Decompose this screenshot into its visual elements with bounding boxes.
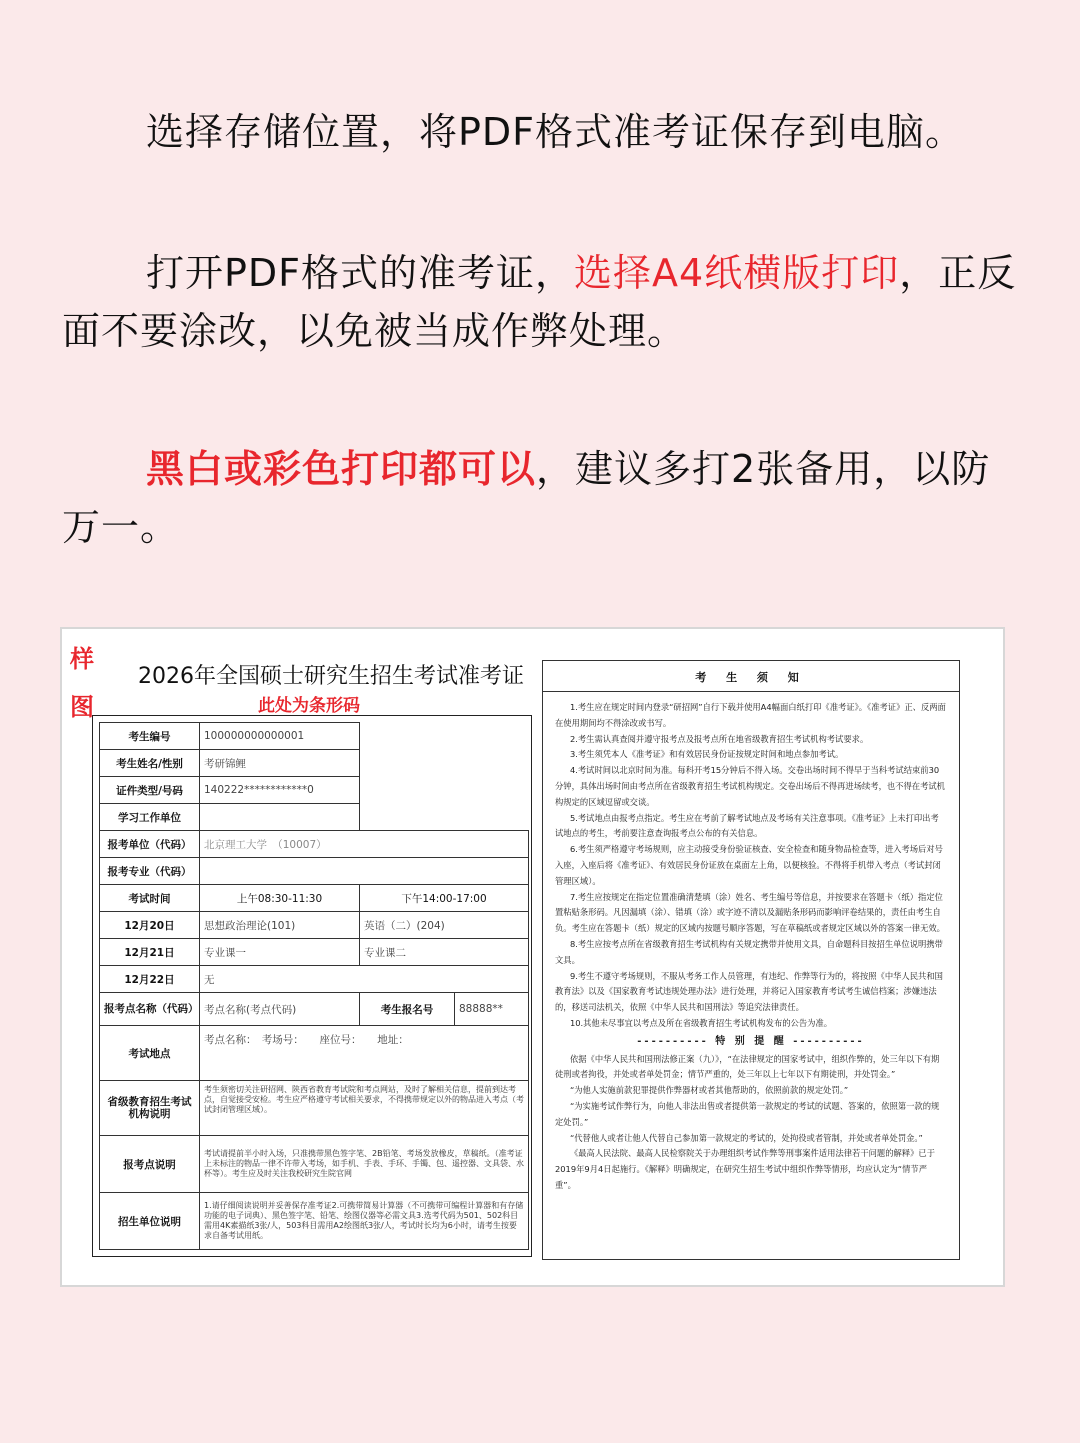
notice-item: 5.考试地点由报考点指定。考生应在考前了解考试地点及考场有关注意事项。《准考证》上未打印出考试地点的考生，考前要注意查询报考点公布的有关信息。 — [555, 812, 939, 839]
id-label: 证件类型/号码 — [100, 777, 200, 804]
p2-highlight: 选择A4纸横版打印 — [574, 251, 900, 295]
notice-item: 10.其他未尽事宜以考点及所在省级教育招生考试机构发布的公告为准。 — [569, 1017, 833, 1028]
day2-label: 12月21日 — [100, 939, 200, 966]
notice-title: 考 生 须 知 — [543, 661, 959, 692]
table-row — [100, 831, 529, 858]
site-name-label: 报考点名称（代码） — [100, 993, 200, 1026]
table-row — [100, 1193, 529, 1250]
ticket-title: 2026年全国硕士研究生招生考试准考证 — [138, 664, 524, 689]
day1-label: 12月20日 — [100, 912, 200, 939]
exam-no-label: 考生编号 — [100, 723, 200, 750]
notice-item: 9.考生不遵守考场规则，不服从考务工作人员管理，有违纪、作弊等行为的，将按照《中华人民共和国教育法》以及《国家教育考试违规处理办法》进行处理，并将记入国家教育考试考生诚信档案；涉嫌违法的，移送司法机关，依照《中华人民共和国刑法》等追究法律责任。 — [555, 970, 943, 1013]
notice-item: 6.考生须严格遵守考场规则，应主动接受身份验证核查、安全检查和随身物品检查等，进入考场后对号入座，入座后将《准考证》、有效居民身份证放在桌面左上角，以便核验。不得将手机带入考点（考试封闭管理区域）。 — [555, 844, 943, 886]
major-label: 报考专业（代码） — [100, 858, 200, 885]
reg-no-value: 88888** — [455, 993, 529, 1026]
day2-am: 专业课一 — [200, 939, 360, 966]
day3-label: 12月22日 — [100, 966, 200, 993]
am-session: 上午08:30-11:30 — [200, 885, 360, 912]
table-row — [100, 939, 529, 966]
exam-no-value: 100000000000001 — [200, 723, 360, 750]
recruit-value: 1.请仔细阅读说明并妥善保存准考证2.可携带简易计算器（不可携带可编程计算器和有存储功能的电子词典）、黑色签字笔、铅笔、绘图仪器等必需文具3.选考代码为501、502科目需用4K素描纸3张/人，503科目需用A2绘图纸3张/人，考试时长均为6小时，请考生按要求自备考试用纸。 — [200, 1193, 529, 1250]
day3-am: 无 — [200, 966, 529, 993]
reg-no-label: 考生报名号 — [360, 993, 455, 1026]
candidate-notice — [542, 660, 960, 1260]
major-value — [200, 858, 529, 885]
prov-value: 考生须密切关注研招网、陕西省教育考试院和考点网站，及时了解相关信息，提前到达考点，自觉接受安检。考生应严格遵守考试相关要求，不得携带规定以外的物品进入考点（考试封闭管理区域）。 — [200, 1081, 529, 1136]
table-row — [100, 912, 529, 939]
unit-value: 北京理工大学 （10007） — [200, 831, 529, 858]
place-label: 考试地点 — [100, 1026, 200, 1081]
reminder-item: 依据《中华人民共和国刑法修正案（九）》，“在法律规定的国家考试中，组织作弊的，处三年以下有期徒刑或者拘役，并处或者单处罚金；情节严重的，处三年以上七年以下有期徒刑，并处罚金。” — [555, 1053, 940, 1080]
table-row — [100, 1136, 529, 1193]
p3-highlight: 黑白或彩色打印都可以 — [146, 447, 537, 491]
prov-label: 省级教育招生考试机构说明 — [100, 1081, 200, 1136]
p3-text-b: ，建议多打2张备用，以防万一。 — [62, 447, 991, 549]
notice-item: 8.考生应按考点所在省级教育招生考试机构有关规定携带并使用文具，自命题科目按招生单位说明携带文具。 — [555, 938, 943, 965]
notice-item: 7.考生应按规定在指定位置准确清楚填（涂）姓名、考生编号等信息，并按要求在答题卡（纸）指定位置粘贴条形码。凡因漏填（涂）、错填（涂）或字迹不清以及漏贴条形码而影响评卷结果的，责任由考生自负。考生应在答题卡（纸）规定的区域内按题号顺序答题，写在草稿纸或者规定区域以外的答案一律无效。 — [555, 891, 945, 934]
pm-session: 下午14:00-17:00 — [360, 885, 529, 912]
p2-text-a: 打开PDF格式的准考证， — [146, 251, 575, 295]
unit-label: 报考单位（代码） — [100, 831, 200, 858]
site-value: 考试请提前半小时入场，只准携带黑色签字笔、2B铅笔、考场发放橡皮，草稿纸。（准考证上未标注的物品一律不许带入考场，如手机、手表、手环、手镯、包、遥控器、文具袋、水杯等）。考生应及时关注我校研究生院官网 — [200, 1136, 529, 1193]
work-value — [200, 804, 360, 831]
name-label: 考生姓名/性别 — [100, 750, 200, 777]
notice-item: 1.考生应在规定时间内登录“研招网”自行下载并使用A4幅面白纸打印《准考证》。《准考证》正、反两面在使用期间均不得涂改或书写。 — [555, 702, 946, 728]
reminder-item: “为他人实施前款犯罪提供作弊器材或者其他帮助的，依照前款的规定处罚。” — [569, 1085, 849, 1096]
reminder-item: “代替他人或者让他人代替自己参加第一款规定的考试的，处拘役或者管制，并处或者单处罚金。” — [569, 1132, 923, 1143]
table-row — [100, 1081, 529, 1136]
barcode-note: 此处为条形码 — [258, 696, 360, 716]
table-row — [100, 993, 529, 1026]
p1-text: 选择存储位置，将PDF格式准考证保存到电脑。 — [146, 110, 965, 154]
table-row — [100, 966, 529, 993]
time-label: 考试时间 — [100, 885, 200, 912]
recruit-label: 招生单位说明 — [100, 1193, 200, 1250]
name-value: 考研锦鲤 — [200, 750, 360, 777]
reminder-item: “为实施考试作弊行为，向他人非法出售或者提供第一款规定的考试的试题、答案的，依照第一款的规定处罚。” — [555, 1100, 940, 1127]
reminder-item: 《最高人民法院、最高人民检察院关于办理组织考试作弊等刑事案件适用法律若干问题的解释》已于2019年9月4日起施行。《解释》明确规定，在研究生招生考试中组织作弊等情形，均应认定为“情节严重”。 — [555, 1148, 936, 1190]
sample-admission-ticket — [60, 627, 1005, 1287]
paragraph-print-color — [62, 440, 1022, 556]
table-row — [100, 750, 529, 777]
table-row — [100, 885, 529, 912]
paragraph-save-pdf — [62, 103, 1022, 161]
place-value: 考点名称： 考场号： 座位号： 地址： — [200, 1026, 529, 1081]
table-row — [100, 858, 529, 885]
notice-item: 2.考生需认真查阅并遵守报考点及报考点所在地省级教育招生考试机构考试要求。 — [569, 733, 869, 744]
site-label: 报考点说明 — [100, 1136, 200, 1193]
notice-item: 4.考试时间以北京时间为准。每科开考15分钟后不得入场。交卷出场时间不得早于当科考试结束前30分钟，具体出场时间由考点所在省级教育招生考试机构规定。交卷出场后不得再进场续考，也不得在考试机构规定的区域逗留或交谈。 — [555, 765, 945, 807]
reminder-subtitle: ---------- 特 别 提 醒 ---------- — [637, 1035, 865, 1047]
site-name-value: 考点名称(考点代码) — [200, 993, 360, 1026]
day1-pm: 英语（二）(204) — [360, 912, 529, 939]
table-row — [100, 804, 529, 831]
day1-am: 思想政治理论(101) — [200, 912, 360, 939]
notice-body — [555, 692, 947, 1194]
work-label: 学习工作单位 — [100, 804, 200, 831]
day2-pm: 专业课二 — [360, 939, 529, 966]
notice-item: 3.考生须凭本人《准考证》和有效居民身份证按规定时间和地点参加考试。 — [569, 749, 844, 760]
table-row — [100, 777, 529, 804]
id-value: 140222************0 — [200, 777, 360, 804]
table-row — [100, 1026, 529, 1081]
p2-text-b: ，正反面不要涂改，以免被当成作弊处理。 — [62, 251, 1017, 353]
sample-label: 样图 — [70, 645, 94, 721]
ticket-info-table — [99, 722, 529, 1250]
table-row — [100, 723, 529, 750]
paragraph-print-instructions — [62, 244, 1022, 360]
